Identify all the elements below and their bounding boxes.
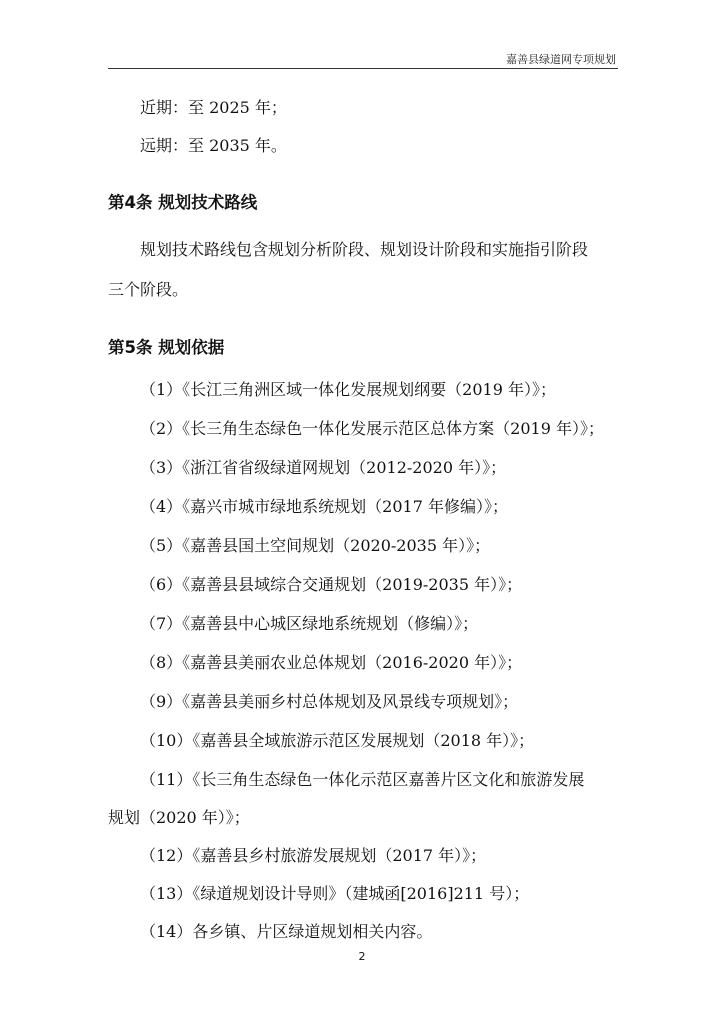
article-4-paragraph-line-2: 三个阶段。 (108, 280, 189, 299)
basis-item-2: （2）《长三角生态绿色一体化发展示范区总体方案（2019 年）》； (140, 419, 604, 438)
header-divider (108, 68, 618, 69)
basis-item-7: （7）《嘉善县中心城区绿地系统规划（修编）》； (140, 614, 479, 633)
basis-item-3: （3）《浙江省省级绿道网规划（2012-2020 年）》； (140, 458, 507, 477)
article-4-heading: 第4条 规划技术路线 (108, 193, 258, 212)
page-number: 2 (358, 950, 366, 963)
long-term-period: 远期：至 2035 年。 (140, 136, 287, 155)
article-5-heading: 第5条 规划依据 (108, 338, 225, 357)
basis-item-8: （8）《嘉善县美丽农业总体规划（2016-2020 年）》； (140, 653, 523, 672)
basis-item-5: （5）《嘉善县国土空间规划（2020-2035 年）》； (140, 536, 491, 555)
basis-item-4: （4）《嘉兴市城市绿地系统规划（2017 年修编）》； (140, 497, 508, 516)
basis-item-6: （6）《嘉善县县域综合交通规划（2019-2035 年）》； (140, 575, 523, 594)
basis-item-11-line-1: （11）《长三角生态绿色一体化示范区嘉善片区文化和旅游发展 (140, 770, 585, 789)
near-term-period: 近期：至 2025 年； (140, 98, 287, 117)
basis-item-11-line-2: 规划（2020 年）》； (108, 808, 250, 827)
basis-item-14: （14）各乡镇、片区绿道规划相关内容。 (140, 922, 433, 941)
article-4-paragraph-line-1: 规划技术路线包含规划分析阶段、规划设计阶段和实施指引阶段 (140, 240, 589, 259)
basis-item-1: （1）《长江三角洲区域一体化发展规划纲要（2019 年）》； (140, 380, 556, 399)
basis-item-9: （9）《嘉善县美丽乡村总体规划及风景线专项规划》； (140, 692, 519, 711)
running-header: 嘉善县绿道网专项规划 (506, 53, 616, 66)
basis-item-10: （10）《嘉善县全域旅游示范区发展规划（2018 年）》； (140, 731, 535, 750)
basis-item-13: （13）《绿道规划设计导则》（建城函[2016]211 号）； (140, 884, 530, 903)
basis-item-12: （12）《嘉善县乡村旅游发展规划（2017 年）》； (140, 846, 487, 865)
